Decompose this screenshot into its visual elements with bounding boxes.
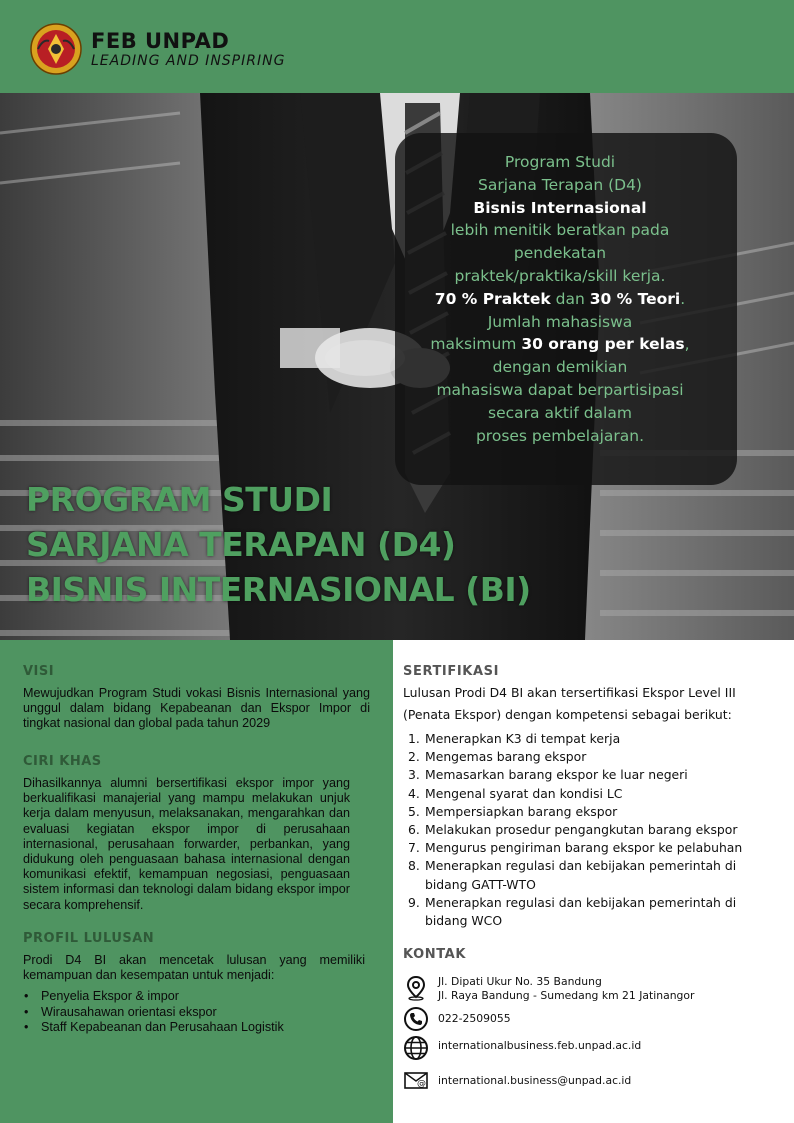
address-line-1: Jl. Dipati Ukur No. 35 Bandung xyxy=(438,975,602,988)
promo-line xyxy=(395,333,725,356)
list-item: • Staff Kepabeanan dan Perusahaan Logistik xyxy=(23,1020,363,1036)
profil-lulusan-list xyxy=(23,989,363,1036)
promo-text xyxy=(395,151,725,447)
list-item: • Penyelia Ekspor & impor xyxy=(23,989,363,1005)
promo-segment: proses pembelajaran. xyxy=(475,426,645,445)
promo-highlight: Bisnis Internasional xyxy=(473,198,647,217)
promo-highlight: 30 % Teori xyxy=(589,289,681,308)
list-item: 5. Mempersiapkan barang ekspor xyxy=(408,803,618,819)
promo-segment: lebih menitik beratkan pada xyxy=(450,221,670,240)
profil-lulusan-heading: PROFIL LULUSAN xyxy=(23,931,155,946)
promo-line xyxy=(395,425,725,448)
promo-highlight: 70 % Praktek xyxy=(434,289,551,308)
promo-line xyxy=(395,197,725,220)
email-icon xyxy=(403,1068,429,1094)
phone-icon xyxy=(403,1006,429,1032)
list-item: 3. Memasarkan barang ekspor ke luar negeri xyxy=(408,767,688,783)
promo-line xyxy=(395,219,725,242)
promo-line xyxy=(395,174,725,197)
program-title-line-2: SARJANA TERAPAN (D4) xyxy=(26,525,456,564)
list-item: 7. Mengurus pengiriman barang ekspor ke pelabuhan xyxy=(408,840,743,856)
ciri-khas-heading: CIRI KHAS xyxy=(23,754,102,769)
svg-text:@: @ xyxy=(417,1079,426,1089)
header-bar xyxy=(0,0,794,93)
promo-segment: dengan demikian xyxy=(492,358,628,377)
list-item: 9. Menerapkan regulasi dan kebijakan pemerintah di bidang WCO xyxy=(408,894,737,929)
promo-segment: . xyxy=(680,289,686,308)
phone-row[interactable] xyxy=(403,1006,511,1032)
kontak-heading: KONTAK xyxy=(403,947,467,962)
list-item: • Wirausahawan orientasi ekspor xyxy=(23,1005,363,1021)
promo-highlight: 30 orang per kelas xyxy=(521,335,685,354)
address-text xyxy=(438,975,694,1002)
sertifikasi-text-line-2: (Penata Ekspor) dengan kompetensi sebagai berikut: xyxy=(403,707,732,722)
email-link[interactable]: international.business@unpad.ac.id xyxy=(438,1074,632,1087)
sertifikasi-text xyxy=(403,682,783,726)
left-info-panel xyxy=(0,640,393,1123)
sertifikasi-text-line-1: Lulusan Prodi D4 BI akan tersertifikasi Ekspor Level III xyxy=(403,685,736,700)
list-item: 6. Melakukan prosedur pengangkutan barang ekspor xyxy=(408,822,738,838)
list-item: 2. Mengemas barang ekspor xyxy=(408,749,587,765)
list-item: 8. Menerapkan regulasi dan kebijakan pemerintah di bidang GATT-WTO xyxy=(408,858,737,892)
promo-segment: pendekatan xyxy=(513,244,607,263)
competency-list xyxy=(408,730,778,930)
promo-segment: mahasiswa dapat berpartisipasi xyxy=(436,380,684,399)
globe-icon xyxy=(403,1035,429,1061)
sertifikasi-heading: SERTIFIKASI xyxy=(403,664,500,679)
promo-segment: praktek/praktika/skill kerja. xyxy=(454,266,666,285)
list-item: 4. Mengenal syarat dan kondisi LC xyxy=(408,785,623,801)
promo-segment: Program Studi xyxy=(504,153,616,171)
brand-name: FEB UNPAD xyxy=(91,29,230,53)
promo-line xyxy=(395,265,725,288)
promo-line xyxy=(395,242,725,265)
promo-line xyxy=(395,288,725,311)
visi-heading: VISI xyxy=(23,664,55,679)
program-title-line-3: BISNIS INTERNASIONAL (BI) xyxy=(26,570,531,609)
promo-segment: , xyxy=(684,335,690,354)
brand-tagline: LEADING AND INSPIRING xyxy=(91,53,286,69)
promo-line xyxy=(395,151,725,174)
website-link[interactable]: internationalbusiness.feb.unpad.ac.id xyxy=(438,1039,642,1052)
phone-text: 022-2509055 xyxy=(438,1012,511,1025)
website-row[interactable] xyxy=(403,1035,641,1061)
hero-photo-section xyxy=(0,93,794,640)
promo-line xyxy=(395,356,725,379)
promo-segment: Sarjana Terapan (D4) xyxy=(478,175,642,194)
promo-segment: maksimum xyxy=(430,335,522,354)
list-item: 1. Menerapkan K3 di tempat kerja xyxy=(408,731,621,746)
program-title-line-1: PROGRAM STUDI xyxy=(26,480,333,519)
promo-segment: Jumlah mahasiswa xyxy=(487,312,633,331)
address-row xyxy=(403,975,694,1002)
promo-segment: secara aktif dalam xyxy=(488,403,632,422)
location-pin-icon xyxy=(403,975,429,1001)
promo-line xyxy=(395,311,725,334)
promo-line xyxy=(395,402,725,425)
promo-segment: dan xyxy=(550,289,590,308)
program-title xyxy=(26,477,726,612)
profil-lulusan-text: Prodi D4 BI akan mencetak lulusan yang memiliki kemampuan dan kesempatan untuk menjadi: xyxy=(23,953,365,983)
unpad-seal-icon xyxy=(30,23,82,75)
brand-block xyxy=(91,30,285,69)
ciri-khas-text: Dihasilkannya alumni bersertifikasi ekspor impor yang berkualifikasi manajerial yang mampu melakukan unjuk kerja dalam menyusun, melaksanakan, mengarahkan dan evaluasi kegiatan ekspor impor di perusahaan internasional, perusahaan forwarder, perbankan, yang didukung oleh penguasaan bahasa internasional dengan komunikasi efektif, kemampuan negosiasi, penguasaan sistem informasi dan teknologi dalam bidang ekspor impor secara komprehensif. xyxy=(23,776,350,912)
promo-line xyxy=(395,379,725,402)
address-line-2: Jl. Raya Bandung - Sumedang km 21 Jatinangor xyxy=(438,988,695,1002)
visi-text: Mewujudkan Program Studi vokasi Bisnis Internasional yang unggul dalam bidang Kepabeanan dan Ekspor Impor di tingkat nasional dan global pada tahun 2029 xyxy=(23,686,370,731)
email-row[interactable] xyxy=(403,1068,631,1094)
